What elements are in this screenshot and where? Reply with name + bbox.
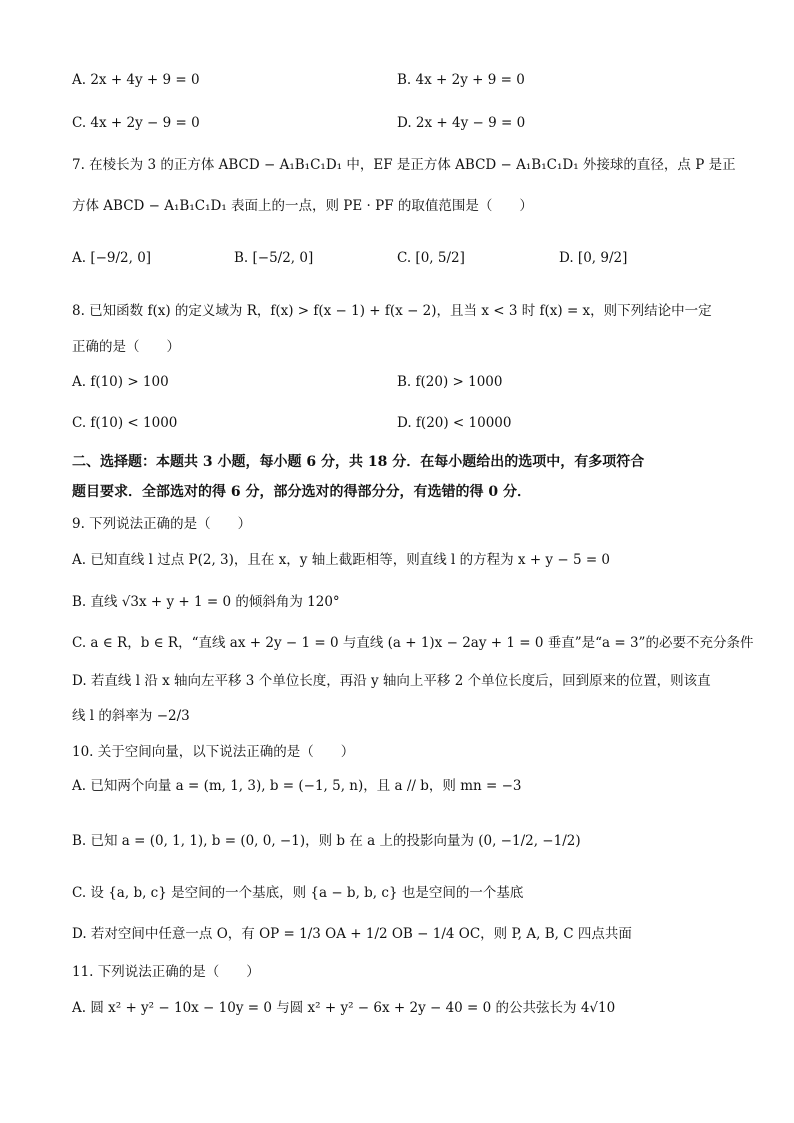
q10-option-c: C. 设 {a, b, c} 是空间的一个基底，则 {a − b, b, c} 也是空间的一个基底	[72, 885, 524, 901]
q9-option-d-line2: 线 l 的斜率为 −2/3	[72, 708, 190, 724]
q7-option-c: C. [0, 5/2]	[397, 250, 465, 266]
q6-option-a: A. 2x + 4y + 9 = 0	[72, 72, 200, 88]
q8-stem-line1: 8. 已知函数 f(x) 的定义域为 R，f(x) > f(x − 1) + f(x − 2)，且当 x < 3 时 f(x) = x，则下列结论中一定	[72, 303, 712, 319]
q7-option-b: B. [−5/2, 0]	[234, 250, 314, 266]
q7-stem-line1: 7. 在棱长为 3 的正方体 ABCD − A₁B₁C₁D₁ 中，EF 是正方体 ABCD − A₁B₁C₁D₁ 外接球的直径，点 P 是正	[72, 157, 736, 173]
q7-option-d: D. [0, 9/2]	[559, 250, 628, 266]
q8-option-b: B. f(20) > 1000	[397, 374, 503, 390]
q9-stem: 9. 下列说法正确的是（ ）	[72, 516, 252, 532]
q8-option-d: D. f(20) < 10000	[397, 415, 512, 431]
q7-stem-line2: 方体 ABCD − A₁B₁C₁D₁ 表面上的一点，则 PE · PF 的取值范围是（ ）	[72, 198, 533, 214]
q10-option-a: A. 已知两个向量 a = (m, 1, 3), b = (−1, 5, n)，且 a // b，则 mn = −3	[72, 778, 522, 794]
q8-option-c: C. f(10) < 1000	[72, 415, 178, 431]
q11-stem: 11. 下列说法正确的是（ ）	[72, 964, 260, 980]
q10-option-b: B. 已知 a = (0, 1, 1), b = (0, 0, −1)，则 b 在 a 上的投影向量为 (0, −1/2, −1/2)	[72, 833, 581, 849]
q9-option-c: C. a ∈ R，b ∈ R，“直线 ax + 2y − 1 = 0 与直线 (a + 1)x − 2ay + 1 = 0 垂直”是“a = 3”的必要不充分条件	[72, 635, 754, 651]
q6-option-d: D. 2x + 4y − 9 = 0	[397, 115, 526, 131]
q6-option-b: B. 4x + 2y + 9 = 0	[397, 72, 525, 88]
q8-stem-line2: 正确的是（ ）	[72, 339, 180, 355]
q10-stem: 10. 关于空间向量，以下说法正确的是（ ）	[72, 744, 355, 760]
q6-option-c: C. 4x + 2y − 9 = 0	[72, 115, 200, 131]
q9-option-b: B. 直线 √3x + y + 1 = 0 的倾斜角为 120°	[72, 594, 340, 610]
section2-heading-line1: 二、选择题：本题共 3 小题，每小题 6 分，共 18 分．在每小题给出的选项中，有多项符合	[72, 454, 645, 470]
q11-option-a: A. 圆 x² + y² − 10x − 10y = 0 与圆 x² + y² − 6x + 2y − 40 = 0 的公共弦长为 4√10	[72, 1000, 616, 1016]
q9-option-a: A. 已知直线 l 过点 P(2, 3)，且在 x，y 轴上截距相等，则直线 l 的方程为 x + y − 5 = 0	[72, 552, 611, 568]
q8-option-a: A. f(10) > 100	[72, 374, 169, 390]
q7-option-a: A. [−9/2, 0]	[72, 250, 152, 266]
q10-option-d: D. 若对空间中任意一点 O，有 OP = 1/3 OA + 1/2 OB − 1/4 OC，则 P, A, B, C 四点共面	[72, 926, 632, 942]
q9-option-d-line1: D. 若直线 l 沿 x 轴向左平移 3 个单位长度，再沿 y 轴向上平移 2 个单位长度后，回到原来的位置，则该直	[72, 673, 711, 689]
section2-heading-line2: 题目要求．全部选对的得 6 分，部分选对的得部分分，有选错的得 0 分．	[72, 484, 531, 500]
